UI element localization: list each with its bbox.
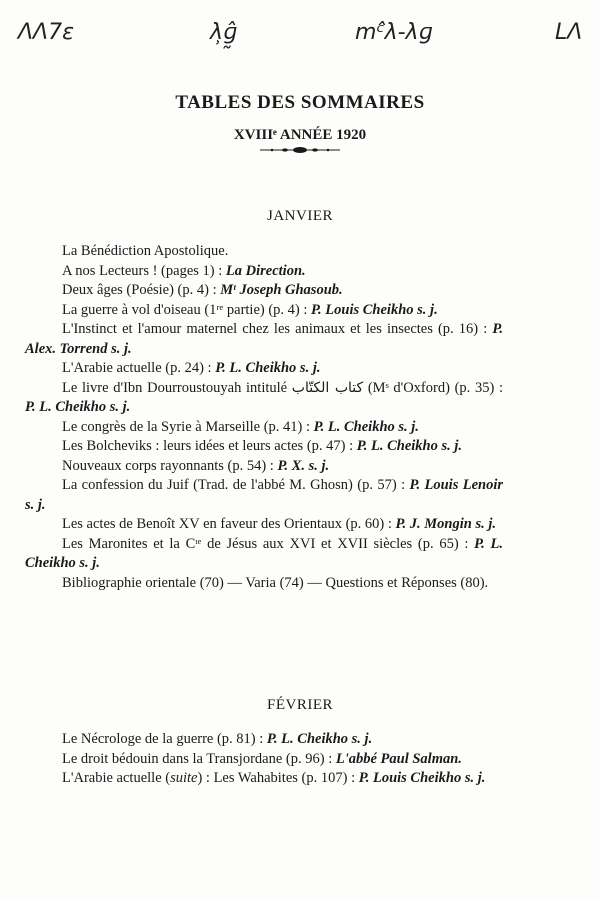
entry-author: P. L. Cheikho s. j.	[25, 535, 503, 571]
entry-title: A nos Lecteurs ! (pages 1) :	[62, 262, 226, 279]
toc-entry	[25, 515, 503, 535]
entry-author: P. L. Cheikho s. j.	[215, 360, 321, 376]
toc-entry	[25, 359, 503, 379]
entry-title: La Bénédiction Apostolique.	[62, 243, 229, 259]
handwritten-note: ΛΛ7ε	[18, 20, 74, 45]
entry-title: Le Nécrologe de la guerre (p. 81) :	[62, 731, 267, 747]
handwritten-note: LΛ	[555, 20, 583, 45]
toc-entry	[25, 769, 503, 789]
entry-author: P. J. Mongin s. j.	[395, 516, 496, 532]
entry-author: P. L. Cheikho s. j.	[356, 438, 463, 454]
entry-title-rest: ) : Les Wahabites (p. 107) :	[197, 770, 359, 786]
entry-title: Deux âges (Poésie) (p. 4) :	[62, 282, 221, 298]
handwritten-note: mᶜ̂λ-λɡ	[355, 20, 433, 45]
toc-entry	[25, 242, 503, 262]
page-title: TABLES DES SOMMAIRES	[175, 92, 425, 113]
toc-entry	[25, 457, 503, 477]
toc-entry	[25, 750, 503, 770]
ornament-divider	[0, 142, 600, 160]
toc-entry	[25, 379, 503, 418]
entry-author: Mᵗ Joseph Ghasoub.	[220, 282, 343, 298]
entry-list-janvier	[25, 242, 503, 593]
entry-title: L'Arabie actuelle (p. 24) :	[62, 360, 216, 376]
section-heading-janvier: JANVIER	[267, 208, 333, 224]
entry-author: P. Louis Cheikho s. j.	[358, 770, 486, 786]
entry-author: L'abbé Paul Salman.	[335, 750, 462, 767]
entry-title: La guerre à vol d'oiseau (1ʳᵉ partie) (p. 4) :	[62, 301, 312, 318]
entry-arabic-title: كتاب الكتّاب	[291, 379, 364, 396]
entry-title: Bibliographie orientale (70) — Varia (74) — Questions et Réponses (80).	[62, 574, 489, 591]
entry-title: Les Bolcheviks : leurs idées et leurs actes (p. 47) :	[62, 438, 357, 454]
entry-suite: suite	[170, 770, 198, 786]
ornament-icon	[258, 145, 342, 155]
toc-entry	[25, 437, 503, 457]
entry-author: P. L. Cheikho s. j.	[266, 731, 373, 747]
entry-title: Les actes de Benoît XV en faveur des Orientaux (p. 60) :	[62, 516, 396, 532]
entry-title-rest: (Mˢ d'Oxford) (p. 35) :	[363, 379, 503, 396]
toc-entry	[25, 574, 503, 594]
entry-author: La Direction.	[225, 262, 306, 279]
entry-title: Le droit bédouin dans la Transjordane (p. 96) :	[62, 750, 336, 767]
entry-author: P. X. s. j.	[277, 457, 330, 474]
toc-entry	[25, 262, 503, 282]
entry-author: P. Alex. Torrend s. j.	[25, 321, 503, 357]
toc-entry	[25, 301, 503, 321]
entry-author: P. L. Cheikho s. j.	[25, 399, 131, 415]
entry-author: P. L. Cheikho s. j.	[313, 418, 419, 435]
entry-title: Le congrès de la Syrie à Marseille (p. 41) :	[62, 418, 314, 435]
entry-title: La confession du Juif (Trad. de l'abbé M. Ghosn) (p. 57) :	[62, 477, 410, 493]
section-heading-fevrier: FÉVRIER	[266, 697, 333, 713]
toc-entry	[25, 535, 503, 574]
toc-entry	[25, 281, 503, 301]
entry-title: L'Instinct et l'amour maternel chez les animaux et les insectes (p. 16) :	[62, 321, 493, 337]
entry-title: Nouveaux corps rayonnants (p. 54) :	[62, 457, 278, 474]
entry-title: L'Arabie actuelle (	[62, 770, 171, 786]
entry-list-fevrier	[25, 730, 503, 789]
toc-entry	[25, 418, 503, 438]
toc-entry	[25, 730, 503, 750]
entry-author: P. Louis Lenoir s. j.	[25, 477, 504, 513]
entry-title: Le livre d'Ibn Dourroustouyah intitulé	[62, 379, 292, 396]
handwritten-note: λ̹ɡ̰̂	[210, 20, 237, 45]
entry-title: Les Maronites et la Cᶦᵉ de Jésus aux XVI et XVII siècles (p. 65) :	[62, 535, 475, 552]
toc-entry	[25, 476, 503, 515]
entry-author: P. Louis Cheikho s. j.	[311, 301, 438, 318]
page-subtitle: XVIIIᵉ ANNÉE 1920	[233, 127, 367, 143]
toc-entry	[25, 320, 503, 359]
